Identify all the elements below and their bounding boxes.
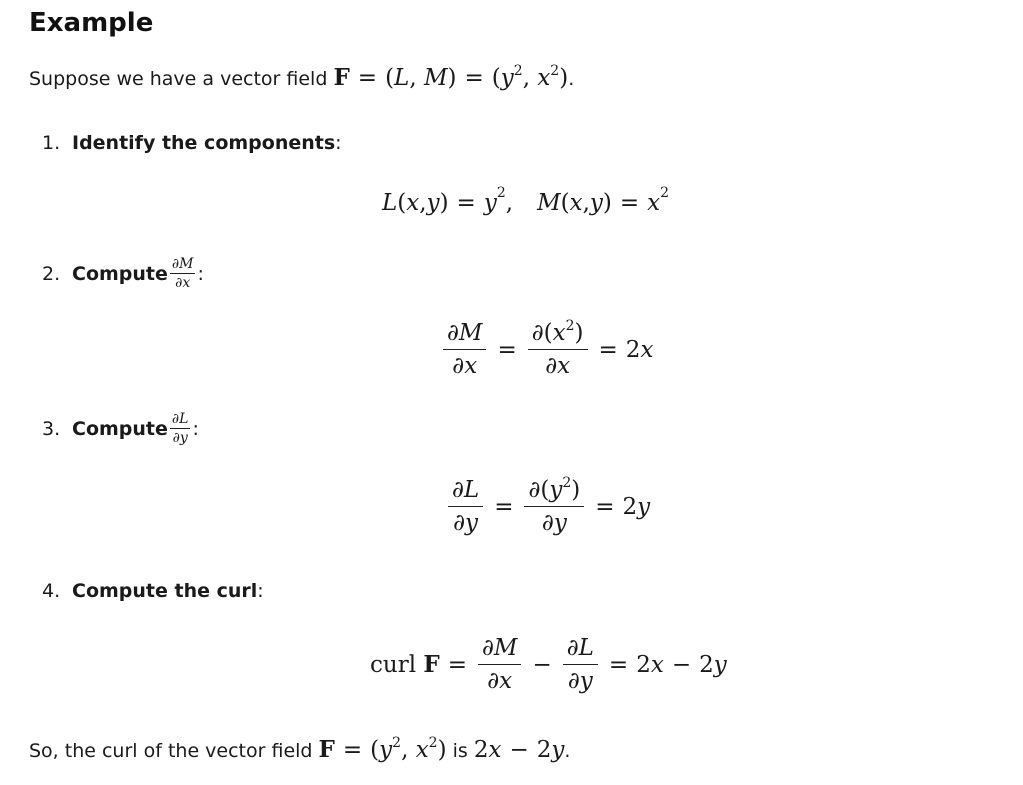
intro-paragraph: Suppose we have a vector field F = (L, $M) = (y^2$, $x^2$).	[29, 63, 575, 91]
step-1: 1. Identify the components:	[42, 132, 342, 154]
inline-fraction-dM-dx: $\frac{\partial M}{\partial x}$	[171, 256, 194, 291]
step-title: Identify the components	[72, 132, 336, 154]
intro-text: Suppose we have a vector field	[29, 68, 334, 90]
intro-math: F = (L, $M) = (y^2$, $x^2$)	[333, 63, 569, 91]
conclusion-math-result: 2x − 2y	[473, 737, 565, 763]
equation-components: L ( x , y ) = y 2 , M ( x , y ) = x 2	[382, 185, 670, 216]
equation-curl: curl F = $\frac{\partial M}{\partial x}$ − $\frac{\partial L}{\partial y}$ = 2 x − 2 y	[370, 635, 727, 694]
conclusion-paragraph: So, the curl of the vector field $F = (y^2$, $x^2$) is 2x − 2y.	[29, 735, 571, 763]
conclusion-math-field: $F = (y^2$, $x^2$)	[318, 735, 447, 763]
step-3: 3. Compute $\frac{\partial L}{\partial y}$ :	[42, 411, 199, 446]
step-number: 4.	[42, 580, 61, 602]
section-heading: Example	[29, 8, 154, 38]
equation-dM-dx: $\frac{\partial M}{\partial x}$ = $\frac{\partial(x^2)}{\partial x}$ = 2 x	[440, 320, 653, 379]
step-title: Compute the curl	[72, 580, 258, 602]
step-2: 2. Compute $\frac{\partial M}{\partial x}$ :	[42, 256, 204, 291]
step-4: 4. Compute the curl:	[42, 580, 264, 602]
step-number: 1.	[42, 132, 61, 154]
step-number: 3.	[42, 417, 61, 440]
equation-dL-dy: $\frac{\partial L}{\partial y}$ = $\frac{\partial(y^2)}{\partial y}$ = 2 y	[445, 477, 650, 536]
step-title: Compute	[72, 262, 168, 285]
inline-fraction-dL-dy: $\frac{\partial L}{\partial y}$	[171, 411, 189, 446]
step-title: Compute	[72, 417, 168, 440]
step-number: 2.	[42, 262, 61, 285]
